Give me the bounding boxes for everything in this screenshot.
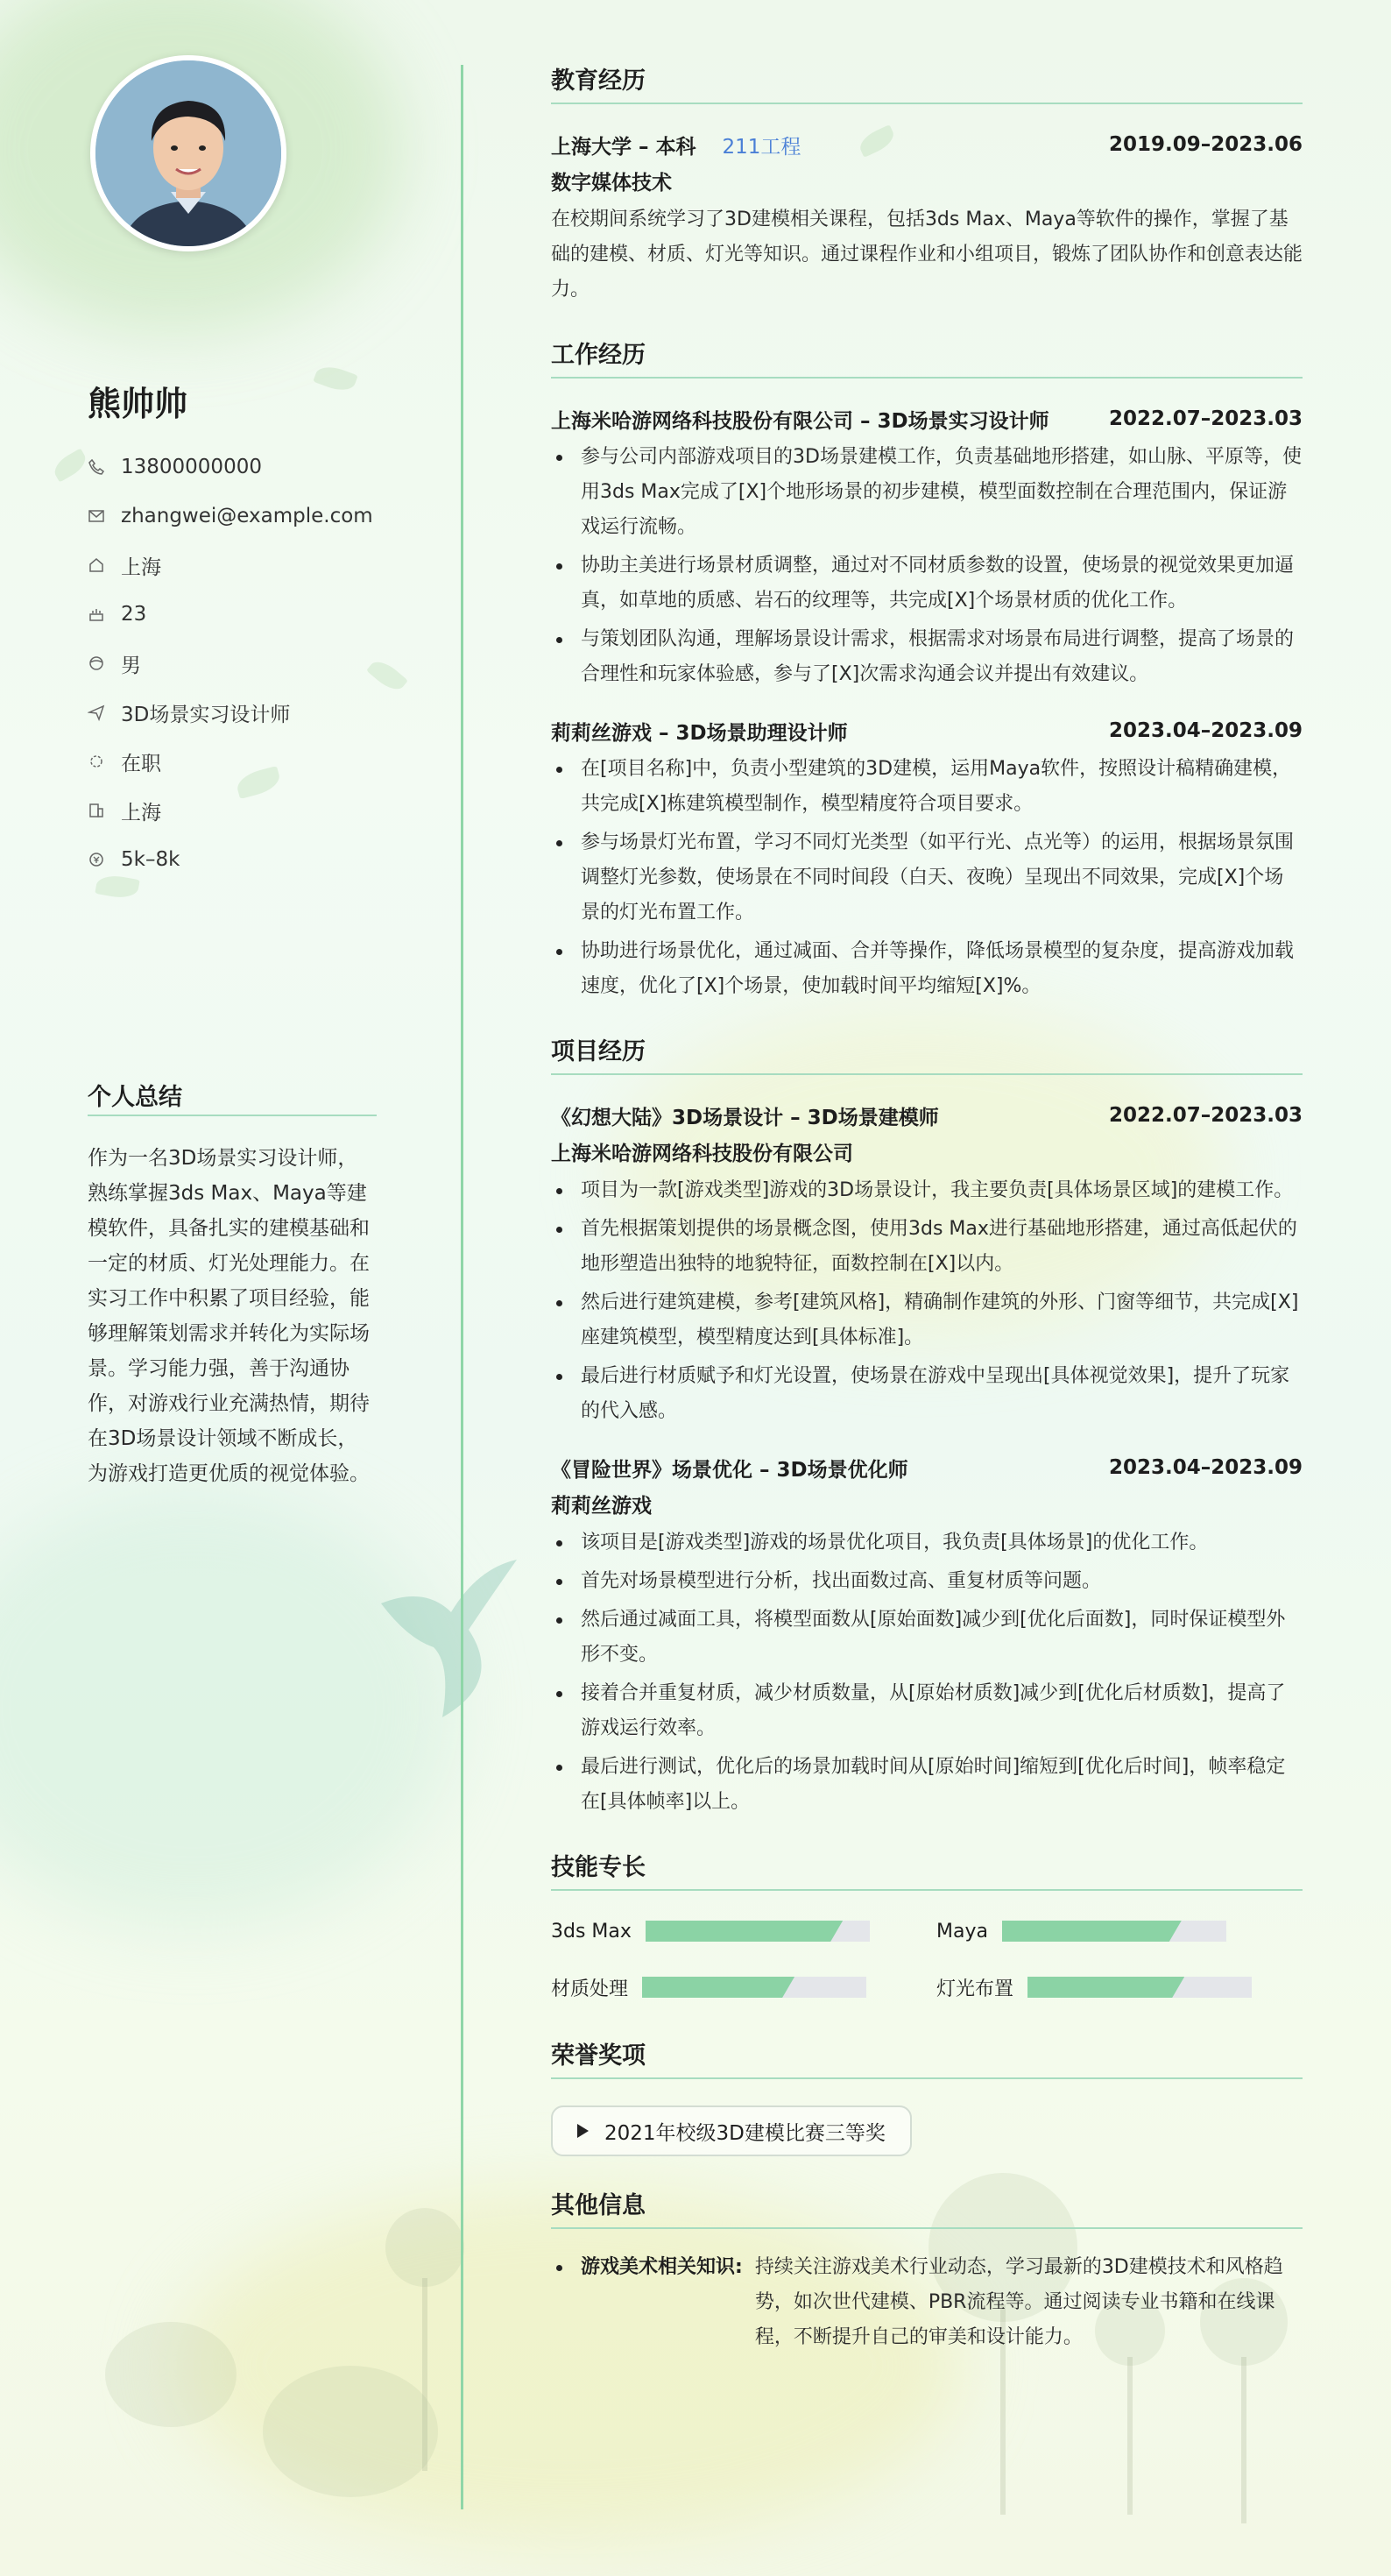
phone-icon [88, 458, 105, 476]
skill-name: 3ds Max [551, 1920, 632, 1943]
skills-title: 技能专长 [551, 1848, 1303, 1891]
project-bullet: 然后通过减面工具，将模型面数从[原始面数]减少到[优化后面数]，同时保证模型外形不变。 [551, 1603, 1303, 1673]
summary-title: 个人总结 [88, 1084, 182, 1111]
work-bullet: 参与场景灯光布置，学习不同灯光类型（如平行光、点光等）的运用，根据场景氛围调整灯光参数，使场景在不同时间段（白天、夜晚）呈现出不同效果，完成[X]个场景的灯光布置工作。 [551, 825, 1303, 931]
info-gender [88, 639, 373, 688]
other-text: 持续关注游戏美术行业动态，学习最新的3D建模技术和风格趋势，如次世代建模、PBR流程等。通过阅读专业书籍和在线课程，不断提升自己的审美和设计能力。 [754, 2256, 1283, 2348]
education-period: 2019.09–2023.06 [1108, 133, 1303, 156]
other-item [551, 2250, 1303, 2355]
info-city [88, 786, 373, 835]
contact-info-list [88, 442, 373, 884]
project-bullet: 首先对场景模型进行分析，找出面数过高、重复材质等问题。 [551, 1564, 1303, 1599]
building-icon [88, 802, 105, 819]
project-bullet: 接着合并重复材质，减少材质数量，从[原始材质数]减少到[优化后材质数]，提高了游戏运行效率。 [551, 1676, 1303, 1746]
work-period: 2023.04–2023.09 [1108, 719, 1303, 742]
work-item [551, 711, 1303, 1004]
skill-fill [1027, 1977, 1184, 1998]
status-icon [88, 753, 105, 770]
skill-bar [646, 1921, 870, 1942]
education-major: 数字媒体技术 [551, 172, 672, 195]
project-item [551, 1096, 1303, 1429]
play-triangle-icon [577, 2124, 589, 2138]
send-icon [88, 704, 105, 721]
info-status [88, 737, 373, 786]
award-item [551, 2105, 912, 2156]
profile-name: 熊帅帅 [88, 385, 188, 423]
project-bullet: 最后进行测试，优化后的场景加载时间从[原始时间]缩短到[优化后时间]，帧率稳定在[具体帧率]以上。 [551, 1750, 1303, 1820]
skill-name: 材质处理 [551, 1978, 629, 2000]
school-tag: 211工程 [722, 135, 801, 159]
education-section [551, 61, 1303, 308]
project-bullet: 该项目是[游戏类型]游戏的场景优化项目，我负责[具体场景]的优化工作。 [551, 1525, 1303, 1560]
project-org: 莉莉丝游戏 [551, 1495, 652, 1518]
skill-item [936, 1912, 1303, 1950]
award-text: 2021年校级3D建模比赛三等奖 [604, 2121, 886, 2145]
salary-icon [88, 851, 105, 868]
info-salary [88, 835, 373, 884]
work-item [551, 400, 1303, 692]
education-header [551, 125, 1303, 164]
work-bullet: 在[项目名称]中，负责小型建筑的3D建模，运用Maya软件，按照设计稿精确建模，共完成[X]栋建筑模型制作，模型精度符合项目要求。 [551, 752, 1303, 822]
mail-icon [88, 507, 105, 525]
skills-section [551, 1848, 1303, 2006]
project-period: 2023.04–2023.09 [1108, 1456, 1303, 1479]
work-title: 工作经历 [551, 336, 1303, 379]
education-description: 在校期间系统学习了3D建模相关课程，包括3ds Max、Maya等软件的操作，掌握了基础的建模、材质、灯光等知识。通过课程作业和小组项目，锻炼了团队协作和创意表达能力。 [551, 209, 1303, 301]
work-company: 上海米哈游网络科技股份有限公司 – 3D场景实习设计师 [551, 409, 1049, 433]
work-company: 莉莉丝游戏 – 3D场景助理设计师 [551, 721, 848, 745]
school-name: 上海大学 – 本科 [551, 135, 696, 159]
location-value: 上海 [121, 556, 161, 579]
skill-bar [1002, 1921, 1226, 1942]
phone-value: 13800000000 [121, 456, 262, 478]
project-bullets [551, 1173, 1303, 1429]
other-label: 游戏美术相关知识: [551, 2250, 743, 2355]
work-bullet: 协助进行场景优化，通过减面、合并等操作，降低场景模型的复杂度，提高游戏加载速度，优化了[X]个场景，使加载时间平均缩短[X]%。 [551, 934, 1303, 1004]
salary-value: 5k–8k [121, 848, 180, 871]
skill-fill [642, 1977, 794, 1998]
info-age [88, 590, 373, 639]
skill-item [551, 1912, 936, 1950]
project-header [551, 1096, 1303, 1135]
honors-title: 荣誉奖项 [551, 2036, 1303, 2079]
skills-grid [551, 1912, 1303, 2006]
gender-value: 男 [121, 654, 141, 677]
info-position [88, 688, 373, 737]
work-bullets [551, 752, 1303, 1004]
work-period: 2022.07–2023.03 [1108, 407, 1303, 430]
city-value: 上海 [121, 801, 161, 824]
project-bullet: 最后进行材质赋予和灯光设置，使场景在游戏中呈现出[具体视觉效果]，提升了玩家的代入感。 [551, 1359, 1303, 1429]
other-title: 其他信息 [551, 2186, 1303, 2229]
work-bullet: 与策划团队沟通，理解场景设计需求，根据需求对场景布局进行调整，提高了场景的合理性和玩家体验感，参与了[X]次需求沟通会议并提出有效建议。 [551, 622, 1303, 692]
work-section [551, 336, 1303, 1004]
status-value: 在职 [121, 752, 161, 775]
home-icon [88, 556, 105, 574]
skill-bar [642, 1977, 866, 1998]
avatar-portrait [95, 60, 281, 246]
summary-text: 作为一名3D场景实习设计师，熟练掌握3ds Max、Maya等建模软件，具备扎实的建模基础和一定的材质、灯光处理能力。在实习工作中积累了项目经验，能够理解策划需求并转化为实际场景。学习能力强，善于沟通协作，对游戏行业充满热情，期待在3D场景设计领域不断成长，为游戏打造更优质的视觉体验。 [88, 1147, 370, 1485]
work-bullet: 参与公司内部游戏项目的3D场景建模工作，负责基础地形搭建，如山脉、平原等，使用3ds Max完成了[X]个地形场景的初步建模，模型面数控制在合理范围内，保证游戏运行流畅。 [551, 440, 1303, 545]
honors-section [551, 2036, 1303, 2186]
work-item-header [551, 711, 1303, 750]
project-name: 《冒险世界》场景优化 – 3D场景优化师 [551, 1458, 908, 1482]
info-email [88, 492, 373, 541]
skill-item [936, 1968, 1303, 2006]
skill-item [551, 1968, 936, 2006]
cake-icon [88, 605, 105, 623]
swallow-decoration [372, 1551, 521, 1726]
project-bullet: 首先根据策划提供的场景概念图，使用3ds Max进行基础地形搭建，通过高低起伏的地形塑造出独特的地貌特征，面数控制在[X]以内。 [551, 1212, 1303, 1282]
email-value: zhangwei@example.com [121, 505, 373, 527]
age-value: 23 [121, 603, 147, 626]
project-item [551, 1448, 1303, 1820]
gender-icon [88, 655, 105, 672]
other-section [551, 2186, 1303, 2355]
skill-name: Maya [936, 1920, 988, 1943]
projects-section [551, 1032, 1303, 1820]
skill-fill [1002, 1921, 1182, 1942]
skill-fill [646, 1921, 843, 1942]
project-bullet: 然后进行建筑建模，参考[建筑风格]，精确制作建筑的外形、门窗等细节，共完成[X]座建筑模型，模型精度达到[具体标准]。 [551, 1285, 1303, 1355]
info-location [88, 541, 373, 590]
education-title: 教育经历 [551, 61, 1303, 104]
column-divider [461, 65, 463, 2509]
projects-title: 项目经历 [551, 1032, 1303, 1075]
skill-bar [1027, 1977, 1252, 1998]
project-org: 上海米哈游网络科技股份有限公司 [551, 1143, 853, 1165]
project-bullet: 项目为一款[游戏类型]游戏的3D场景设计，我主要负责[具体场景区域]的建模工作。 [551, 1173, 1303, 1208]
avatar [90, 55, 286, 251]
summary-title-underline [88, 1115, 377, 1116]
project-period: 2022.07–2023.03 [1108, 1104, 1303, 1127]
project-header [551, 1448, 1303, 1487]
work-bullets [551, 440, 1303, 692]
info-phone [88, 442, 373, 492]
main-content [551, 61, 1303, 2355]
work-item-header [551, 400, 1303, 438]
project-name: 《幻想大陆》3D场景设计 – 3D场景建模师 [551, 1106, 939, 1129]
skill-name: 灯光布置 [936, 1978, 1014, 2000]
position-value: 3D场景实习设计师 [121, 703, 291, 726]
work-bullet: 协助主美进行场景材质调整，通过对不同材质参数的设置，使场景的视觉效果更加逼真，如草地的质感、岩石的纹理等，共完成[X]个场景材质的优化工作。 [551, 548, 1303, 619]
project-bullets [551, 1525, 1303, 1820]
